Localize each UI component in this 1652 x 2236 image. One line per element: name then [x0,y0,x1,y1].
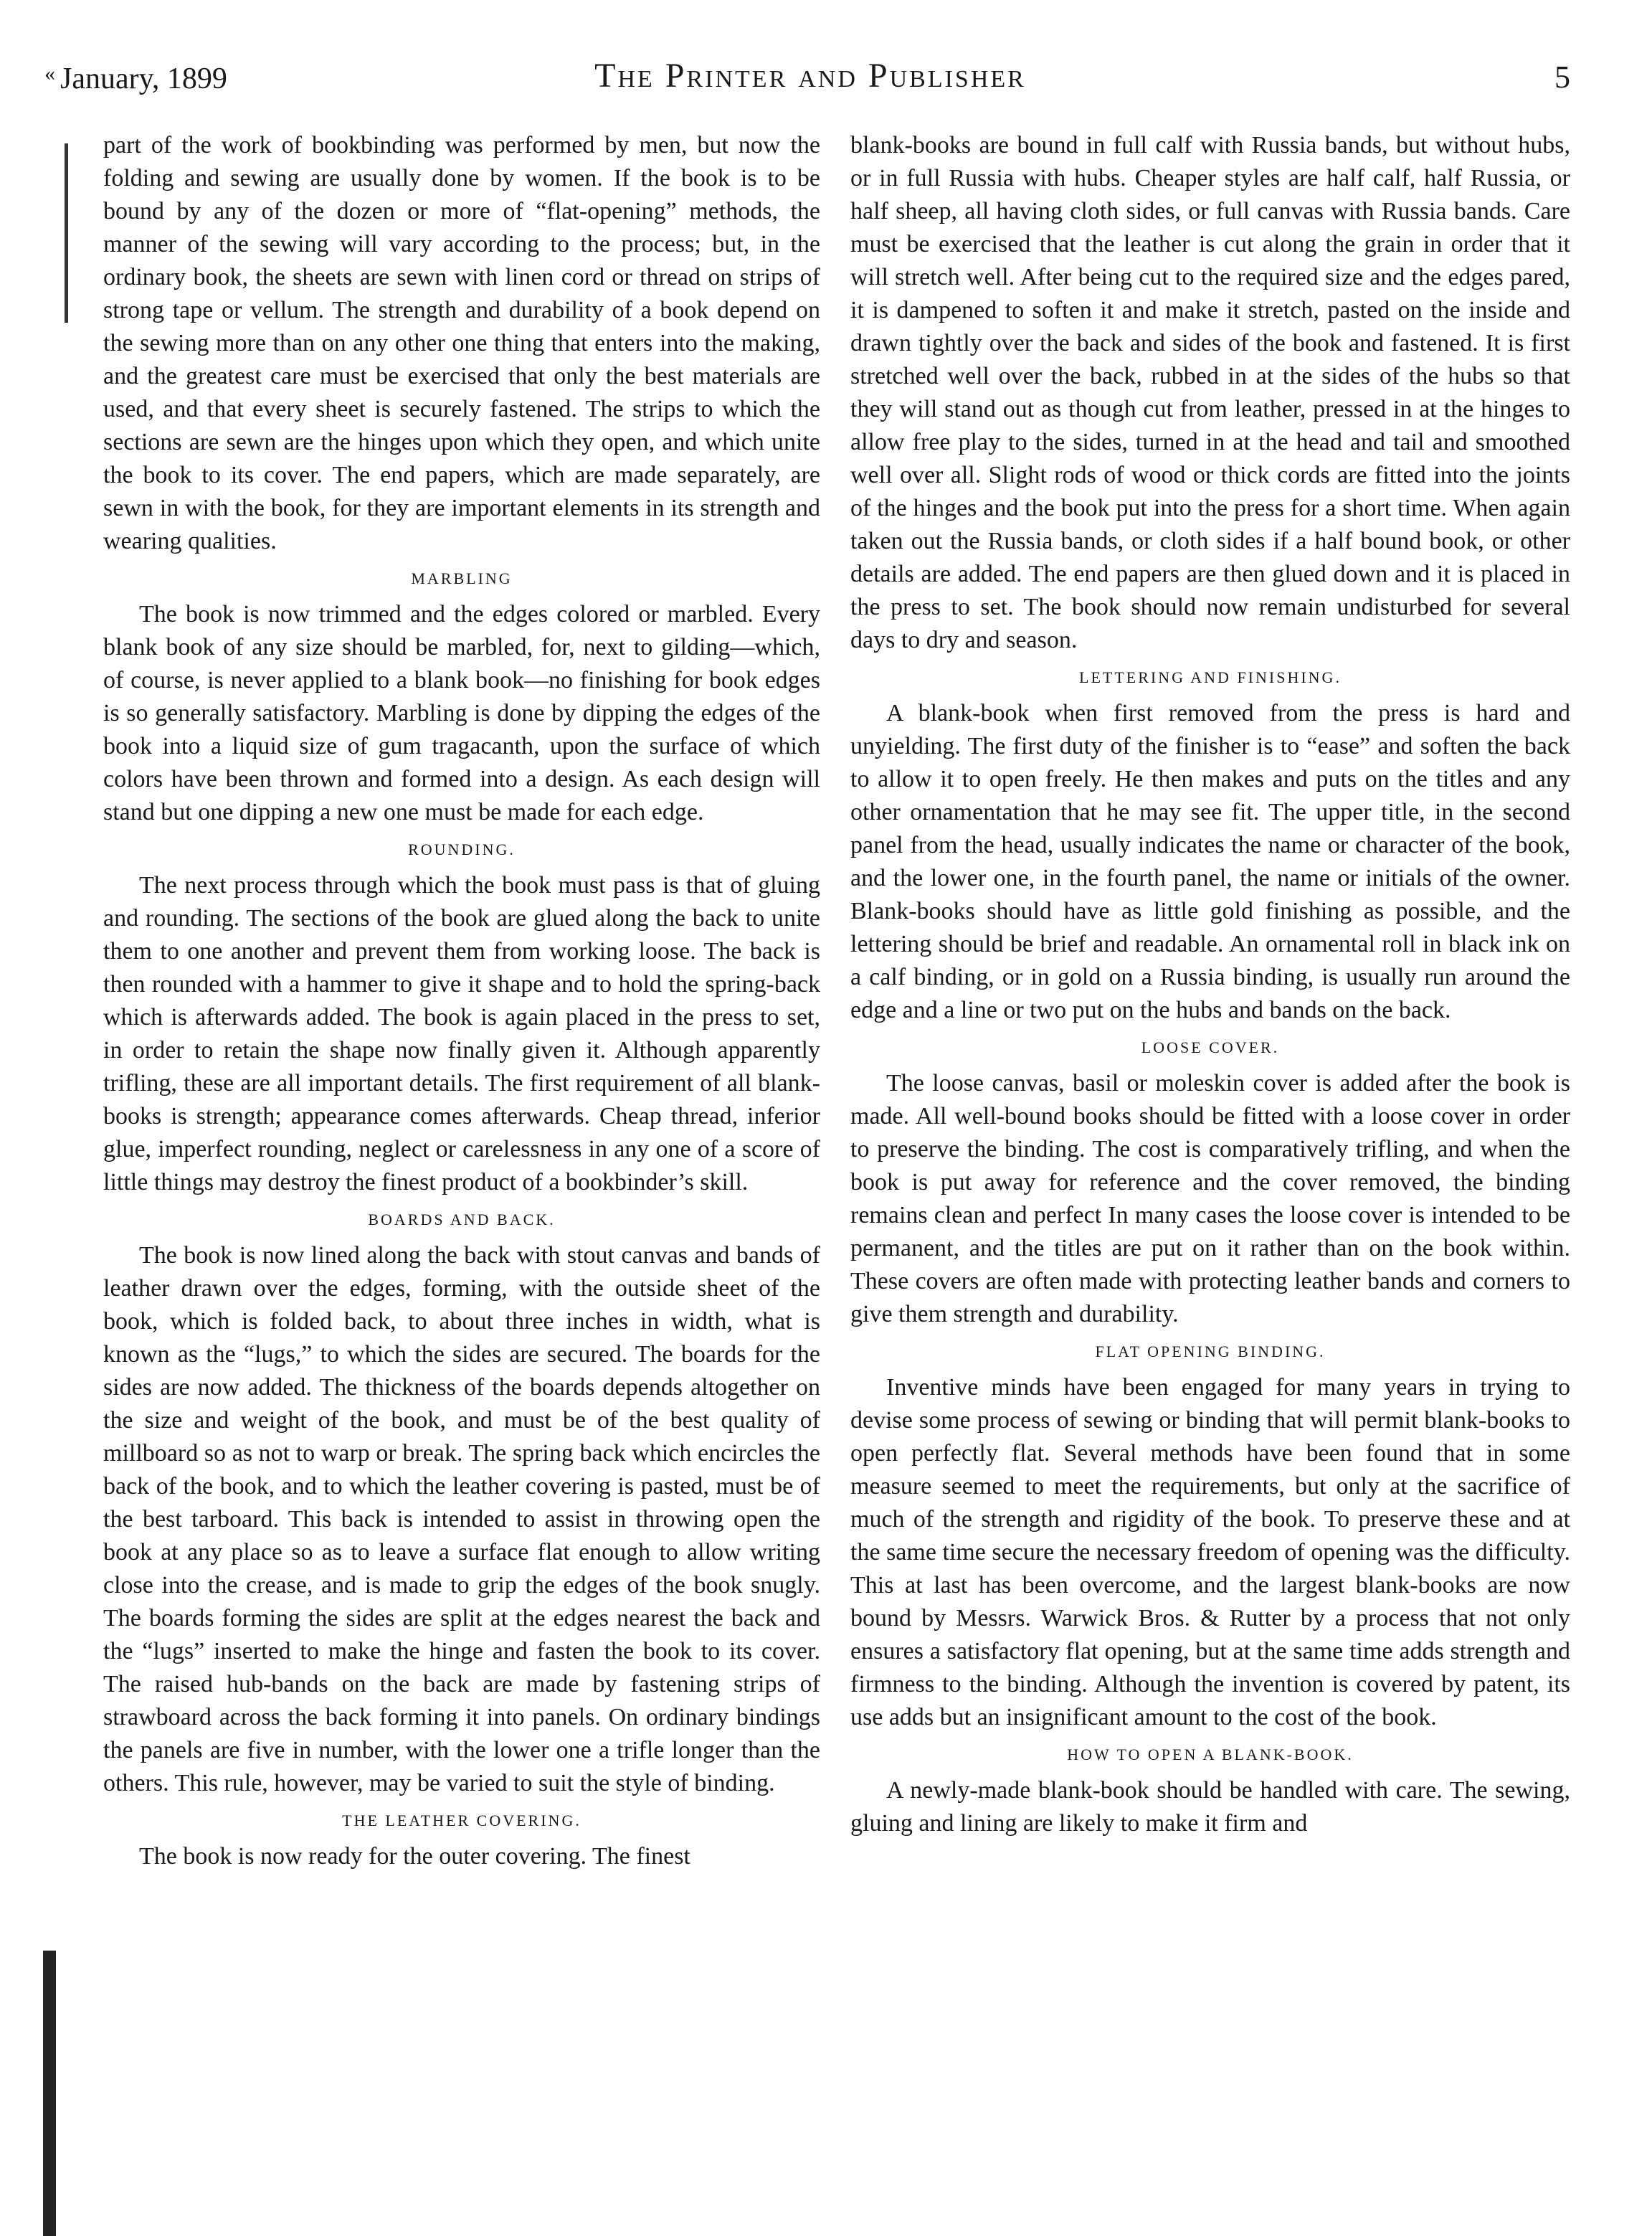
paragraph: The book is now lined along the back with stout canvas and bands of leather drawn over the edges, forming, with the outside sheet of the book, which is folded back, to about three inches in width, what is known as the “lugs,” to which the sides are secured. The boards for the sides are now added. The thickness of the boards depends altogether on the size and weight of the book, and must be of the best quality of millboard so as not to warp or break. The spring back which encircles the back of the book, and to which the leather covering is pasted, must be of the best tarboard. This back is intended to assist in throwing open the book at any place so as to leave a surface flat enough to allow writing close into the crease, and is made to grip the edges of the book snugly. The boards forming the sides are split at the edges nearest the back and the “lugs” inserted to make the hinge and fasten the book to its cover. The raised hub-bands on the back are made by fastening strips of strawboard across the back forming it into panels. On ordinary bindings the panels are five in number, with the lower one a trifle longer than the others. This rule, however, may be varied to suit the style of binding. [103,1242,820,1796]
section-heading-loose-cover: LOOSE COVER. [1141,1038,1280,1056]
section-heading-marbling: MARBLING [411,569,513,587]
left-column [103,129,820,1873]
section-heading-boards-and-back: BOARDS AND BACK. [368,1211,556,1228]
section-heading-how-to-open: HOW TO OPEN A BLANK-BOOK. [1067,1745,1354,1763]
section-heading-flat-opening: FLAT OPENING BINDING. [1095,1342,1326,1360]
paragraph: The book is now ready for the outer covering. The finest [139,1843,690,1870]
section-heading-leather-covering: THE LEATHER COVERING. [342,1811,581,1829]
margin-mark: « [44,62,55,85]
paragraph: A blank-book when first removed from the press is hard and unyielding. The first duty of the finisher is to “ease” and soften the back to allow it to open freely. He then makes and puts on the titles and any other ornamentation that he may see fit. The upper title, in the second panel from the head, usually indicates the name or character of the book, and the lower one, in the fourth panel, the name or initials of the owner. Blank-books should have as little gold finishing as possible, and the lettering should be brief and readable. An ornamental roll in black ink on a calf binding, or in gold on a Russia binding, is usually run around the edge and a line or two put on the hubs and bands on the back. [850,700,1570,1023]
paragraph: The next process through which the book must pass is that of gluing and rounding. The sections of the book are glued along the back to unite them to one another and prevent them from working loose. The back is then rounded with a hammer to give it shape and to hold the spring-back which is afterwards added. The book is again placed in the press to set, in order to retain the shape now finally given it. Although apparently trifling, these are all important details. The first requirement of all blank-books is strength; appearance comes afterwards. Cheap thread, inferior glue, imperfect rounding, neglect or carelessness in any one of a score of little things may destroy the finest product of a bookbinder’s skill. [103,872,820,1195]
page-number: 5 [1554,60,1570,95]
paragraph: The loose canvas, basil or moleskin cover is added after the book is made. All well-bound books should be fitted with a loose cover in order to preserve the binding. The cost is comparatively trifling, and when the book is put away for reference and the cover removed, the binding remains clean and perfect In many cases the loose cover is intended to be permanent, and the titles are put on it rather than on the book within. These covers are often made with protecting leather bands and corners to give them strength and durability. [850,1070,1570,1327]
margin-rule [65,143,68,323]
paragraph: part of the work of bookbinding was performed by men, but now the folding and sewing are usually done by women. If the book is to be bound by any of the dozen or more of “flat-opening” methods, the manner of the sewing will vary according to the process; but, in the ordinary book, the sheets are sewn with linen cord or thread on strips of strong tape or vellum. The strength and durability of a book depend on the sewing more than on any other one thing that enters into the making, and the greatest care must be exercised that only the best materials are used, and that every sheet is securely fastened. The strips to which the sections are sewn are the hinges upon which they open, and which unite the book to its cover. The end papers, which are made separately, are sewn in with the book, for they are important elements in its strength and wearing qualities. [103,132,820,554]
paragraph: Inventive minds have been engaged for many years in trying to devise some process of sewing or binding that will permit blank-books to open perfectly flat. Several methods have been found that in some measure seemed to meet the requirements, but only at the sacrifice of much of the strength and rigidity of the book. To preserve these and at the same time secure the necessary freedom of opening was the difficulty. This at last has been overcome, and the largest blank-books are now bound by Messrs. Warwick Bros. & Rutter by a process that not only ensures a satisfactory flat opening, but at the same time adds strength and firmness to the binding. Although the invention is covered by patent, its use adds but an insignificant amount to the cost of the book. [850,1374,1570,1730]
scan-edge-strip [43,1951,56,2236]
paragraph: The book is now trimmed and the edges colored or marbled. Every blank book of any size should be marbled, for, next to gilding—which, of course, is never applied to a blank book—no finishing for book edges is so generally satisfactory. Marbling is done by dipping the edges of the book into a liquid size of gum tragacanth, upon the surface of which colors have been thrown and formed into a design. As each design will stand but one dipping a new one must be made for each edge. [103,601,820,825]
journal-title: The Printer and Publisher [594,57,1026,95]
right-column [850,129,1570,1840]
section-heading-lettering: LETTERING AND FINISHING. [1079,668,1342,686]
paragraph: blank-books are bound in full calf with Russia bands, but without hubs, or in full Russia with hubs. Cheaper styles are half calf, half Russia, or half sheep, all having cloth sides, or full canvas with Russia bands. Care must be exercised that the leather is cut along the grain in order that it will stretch well. After being cut to the required size and the edges pared, it is dampened to soften it and make it stretch, pasted on the inside and drawn tightly over the back and sides of the book and fastened. It is first stretched well over the back, rubbed in at the sides of the hubs so that they will stand out as though cut from leather, pressed in at the hinges to allow free play to the sides, turned in at the head and tail and smoothed well over all. Slight rods of wood or thick cords are fitted into the joints of the hinges and the book put into the press for a short time. When again taken out the Russia bands, or cloth sides if a half bound book, or other details are added. The end papers are then glued down and it is placed in the press to set. The book should now remain undisturbed for several days to dry and season. [850,132,1570,653]
page-header [44,47,1570,98]
issue-date: January, 1899 [60,62,227,95]
section-heading-rounding: ROUNDING. [408,840,516,858]
paragraph: A newly-made blank-book should be handled with care. The sewing, gluing and lining are likely to make it firm and [850,1777,1570,1837]
